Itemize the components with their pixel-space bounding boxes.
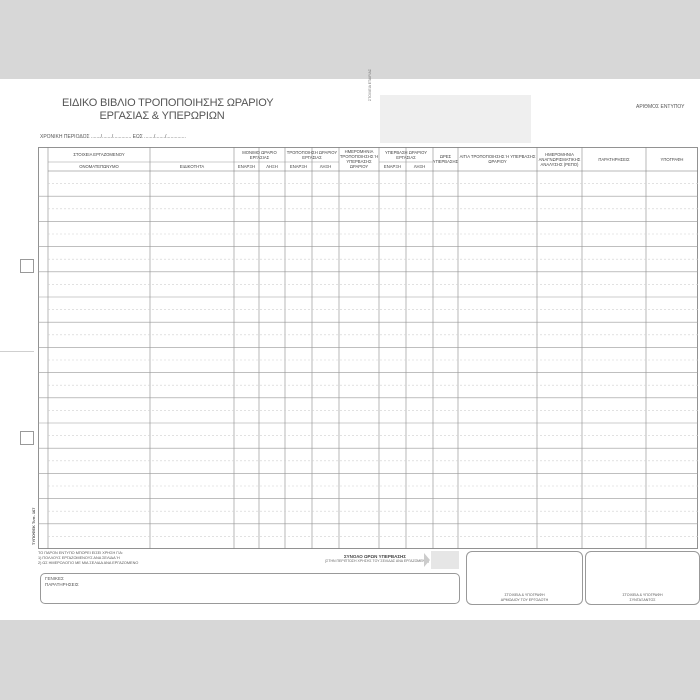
header-reason: ΑΙΤΙΑ ΤΡΟΠΟΠΟΙΗΣΗΣ Ή ΥΠΕΡΒΑΣΗΣ ΩΡΑΡΙΟΥ — [459, 154, 536, 164]
header-signing-date: ΗΜΕΡΟΜΗΝΙΑ ΑΝΑΓΝΩΡΙΣΜΑΤΙΚΗΣ ΑΝΑΛΥΣΗΣ (ΡΕΠΟ) — [538, 151, 581, 167]
company-stamp-box — [380, 95, 531, 143]
header-schedule-change: ΤΡΟΠΟΠΟΙΗΣΗ ΩΡΑΡΙΟΥ ΕΡΓΑΣΙΑΣ — [286, 149, 338, 160]
preparer-signature-line-1: ΣΤΟΙΧΕΙΑ & ΥΠΟΓΡΑΦΗ — [622, 593, 663, 597]
usage-note-3: 2) ΩΣ ΗΜΕΡΟΛΟΓΙΟ ΜΕ ΜΙΑ ΣΕΛΙΔΑ ΑΝΑ ΕΡΓΑΖΟΜΕΝΟ — [38, 561, 139, 565]
usage-note-1: ΤΟ ΠΑΡΟΝ ΕΝΤΥΠΟ ΜΠΟΡΕΙ ΕΙΣΕΙ ΧΡΗΣΗ ΓΙΑ: — [38, 551, 123, 555]
binder-hole-bottom — [20, 431, 34, 445]
header-specialty: ΕΙΔΙΚΟΤΗΤΑ — [179, 164, 205, 169]
header-end-3: ΛΗΞΗ — [413, 164, 426, 169]
document-number-label: ΑΡΙΘΜΟΣ ΕΝΤΥΠΟΥ — [636, 104, 685, 110]
stamp-label: ΣΤΟΙΧΕΙΑ ΕΤΑΙΡΙΑΣ — [368, 68, 372, 101]
form-title — [62, 97, 274, 123]
general-remarks-field[interactable] — [40, 573, 460, 604]
form-code: ΤΥΠΟΦΕΚ Τυπ. 167 — [31, 507, 36, 545]
fold-mark — [0, 351, 34, 352]
header-end-1: ΛΗΞΗ — [266, 164, 278, 169]
binder-hole-top — [20, 259, 34, 273]
total-overtime-label: ΣΥΝΟΛΟ ΩΡΩΝ ΥΠΕΡΒΑΣΗΣ — [343, 554, 406, 559]
preparer-signature-line-2: ΣΥΝΤΑΞΑΝΤΟΣ — [629, 597, 656, 602]
general-remarks-label-2: ΠΑΡΑΤΗΡΗΣΕΙΣ — [45, 582, 79, 587]
header-start-1: ΕΝΑΡΞΗ — [237, 164, 256, 169]
preparer-signature-box[interactable] — [585, 551, 700, 605]
total-overtime-field[interactable] — [431, 551, 459, 569]
header-employee-details: ΣΤΟΙΧΕΙΑ ΕΡΓΑΖΟΜΕΝΟΥ — [73, 152, 125, 157]
header-overtime: ΥΠΕΡΒΑΣΗ ΩΡΑΡΙΟΥ ΕΡΓΑΣΙΑΣ — [384, 149, 428, 160]
title-line-1: ΕΙΔΙΚΟ ΒΙΒΛΙΟ ΤΡΟΠΟΠΟΙΗΣΗΣ ΩΡΑΡΙΟΥ — [62, 97, 274, 109]
period-field[interactable]: ΧΡΟΝΙΚΗ ΠΕΡΙΟΔΟΣ ......./......./............. ΕΩΣ ......./......./.............. — [40, 134, 186, 140]
header-permanent-schedule: ΜΟΝΙΜΟ ΩΡΑΡΙΟ ΕΡΓΑΣΙΑΣ — [242, 149, 277, 160]
total-overtime — [325, 554, 429, 563]
header-overtime-hours: ΩΡΕΣ ΥΠΕΡΒΑΣΗΣ — [432, 154, 459, 164]
header-full-name: ΟΝΟΜΑΤΕΠΩΝΥΜΟ — [79, 164, 119, 169]
arrow-right-icon — [424, 553, 430, 567]
employer-signature-box[interactable] — [466, 551, 583, 605]
form-sheet — [0, 68, 700, 620]
employer-signature-line-1: ΣΤΟΙΧΕΙΑ & ΥΠΟΓΡΑΦΗ — [504, 593, 545, 597]
header-end-2: ΛΗΞΗ — [319, 164, 332, 169]
employer-signature-label — [467, 593, 582, 602]
employer-signature-line-2: ΑΡΜΟΔΙΟΥ ΤΟΥ ΕΡΓΟΔΟΤΗ — [500, 597, 549, 602]
usage-notes — [38, 551, 138, 566]
preparer-signature-label — [586, 593, 699, 602]
header-change-date: ΗΜΕΡΟΜΗΝΙΑ ΤΡΟΠΟΠΟΙΗΣΗΣ Ή ΥΠΕΡΒΑΣΗΣ ΩΡΑΡΙΟΥ — [339, 149, 379, 169]
overtime-table — [38, 147, 698, 549]
table-grid — [38, 147, 698, 549]
total-overtime-note: (ΣΤΗΝ ΠΕΡΙΠΤΩΣΗ ΧΡΗΣΗΣ ΤΟΥ ΣΕΛΙΔΑΣ ΑΝΑ ΕΡΓΑΖΟΜΕΝΟ) — [325, 559, 429, 563]
header-remarks: ΠΑΡΑΤΗΡΗΣΕΙΣ — [598, 156, 630, 162]
header-start-3: ΕΝΑΡΞΗ — [383, 164, 402, 169]
header-start-2: ΕΝΑΡΞΗ — [289, 164, 308, 169]
title-line-2: ΕΡΓΑΣΙΑΣ & ΥΠΕΡΩΡΙΩΝ — [99, 110, 225, 122]
usage-note-2: 1) ΠΟΛΛΟΥΣ ΕΡΓΑΖΟΜΕΝΟΥΣ ΑΝΑ ΣΕΛΙΔΑ Ή — [38, 556, 120, 560]
table-border — [39, 148, 698, 549]
general-remarks-label-1: ΓΕΝΙΚΕΣ — [45, 576, 64, 581]
header-signature: ΥΠΟΓΡΑΦΗ — [660, 156, 684, 162]
